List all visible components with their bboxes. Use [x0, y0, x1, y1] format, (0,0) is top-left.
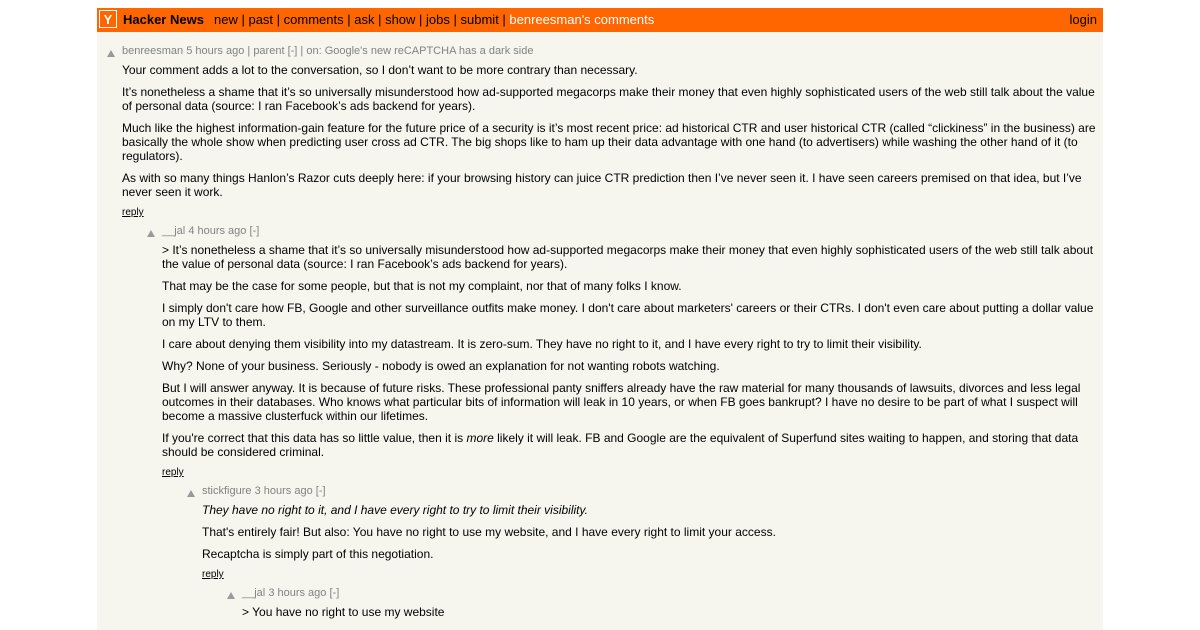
comment-1 — [107, 45, 1097, 219]
comment-age-link[interactable]: 3 hours ago — [254, 485, 313, 497]
reply-link[interactable]: reply — [122, 207, 144, 218]
nav-jobs[interactable]: jobs — [426, 12, 450, 27]
comment-paragraph: Much like the highest information-gain feature for the future price of a security is it’s most recent price: ad historical CTR and user historical CTR (called “clickiness” in the business) are basically the whole show when predicting user cross ad CTR. The big shops like to ham up their data advantage with one hand (to advertisers) while washing the other hand of it (to regulators). — [122, 121, 1096, 163]
comment-user-link[interactable]: benreesman — [122, 45, 184, 57]
on-label: on: — [306, 45, 322, 57]
comment-meta: benreesman 5 hours ago | parent [-] | on: Google's new reCAPTCHA has a dark side — [122, 45, 534, 57]
reply-link[interactable]: reply — [162, 467, 184, 478]
comment-user-link[interactable]: __jal — [242, 587, 266, 599]
comment-user-link[interactable]: stickfigure — [202, 485, 252, 497]
story-link[interactable]: Google's new reCAPTCHA has a dark side — [324, 45, 534, 57]
current-page-label: benreesman's comments — [509, 12, 655, 27]
collapse-toggle[interactable]: [-] — [315, 485, 326, 497]
comment-meta — [162, 225, 1097, 238]
comment-body — [242, 605, 1097, 619]
comment-meta — [242, 587, 1097, 600]
upvote-arrow-icon[interactable] — [227, 592, 235, 599]
comment-paragraph: I care about denying them visibility into my datastream. It is zero-sum. They have no right to it, and I have every right to try to limit their visibility. — [162, 337, 922, 351]
collapse-toggle[interactable]: [-] — [249, 225, 260, 237]
comment-paragraph: As with so many things Hanlon’s Razor cuts deeply here: if your browsing history can juice CTR prediction then I’ve never seen it. I have seen careers premised on that idea, but I’ve never seen it work. — [122, 171, 1082, 199]
comment-age-link[interactable]: 3 hours ago — [268, 587, 327, 599]
comment-body — [162, 243, 1097, 459]
nav-links: new | past | comments | ask | show | jobs | submit | benreesman's comments — [214, 12, 655, 27]
collapse-toggle[interactable]: [-] — [329, 587, 340, 599]
comment-paragraph: Why? None of your business. Seriously - nobody is owed an explanation for not wanting robots watching. — [162, 359, 720, 373]
nav-comments[interactable]: comments — [283, 12, 344, 27]
upvote-arrow-icon[interactable] — [107, 50, 115, 57]
comment-body — [122, 63, 1097, 199]
comment-paragraph: > It’s nonetheless a shame that it’s so universally misunderstood how ad-supported megacorps make their money that even highly sophisticated users of the web still talk about the value of personal data (source: I ran Facebook’s ads backend for years). — [162, 243, 1094, 271]
nav-new[interactable]: new — [214, 12, 238, 27]
nav-past[interactable]: past — [248, 12, 274, 27]
comment-paragraph: That's entirely fair! But also: You have no right to use my website, and I have every right to limit your access. — [202, 525, 776, 539]
comment-paragraph: That may be the case for some people, but that is not my complaint, nor that of many folks I know. — [162, 279, 682, 293]
y-logo-icon[interactable]: Y — [99, 10, 117, 28]
comment-paragraph: But I will answer anyway. It is because of future risks. These professional panty sniffers already have the raw material for many thousands of lawsuits, divorces and less legal outcomes in their databases. Who knows what particular bits of information will leak in 10 years, or when FB goes bankrupt? I have no desire to be part of what I suspect will become a massive clusterfuck within our lifetimes. — [162, 381, 1081, 423]
login-link[interactable]: login — [1069, 12, 1097, 27]
header-bar — [97, 8, 1103, 32]
comment-paragraph: It’s nonetheless a shame that it’s so universally misunderstood how ad-supported megacorps make their money that even highly sophisticated users of the web still talk about the value of personal data (source: I ran Facebook’s ads backend for years). — [122, 85, 1095, 113]
nav-show[interactable]: show — [385, 12, 416, 27]
comment-2 — [147, 225, 1097, 479]
parent-link[interactable]: parent — [253, 45, 285, 57]
comment-body — [202, 503, 1097, 561]
comment-age-link[interactable]: 5 hours ago — [186, 45, 245, 57]
comment-paragraph: Recaptcha is simply part of this negotiation. — [202, 547, 434, 561]
comment-paragraph: If you're correct that this data has so little value, then it is more likely it will leak. FB and Google are the equivalent of Superfund sites waiting to happen, and storing that data should be considered criminal. — [162, 431, 1079, 459]
collapse-toggle[interactable]: [-] — [287, 45, 298, 57]
comment-meta — [202, 485, 1097, 498]
page — [97, 8, 1103, 630]
comment-paragraph: > You have no right to use my website — [242, 605, 445, 619]
comment-4 — [227, 587, 1097, 619]
comment-quote: They have no right to it, and I have every right to try to limit their visibility. — [202, 503, 588, 517]
upvote-arrow-icon[interactable] — [147, 230, 155, 237]
comment-3 — [187, 485, 1097, 581]
comment-paragraph: I simply don't care how FB, Google and other surveillance outfits make money. I don't care about marketers' careers or their CTRs. I don't even care about putting a dollar value on my LTV to them. — [162, 301, 1094, 329]
nav-submit[interactable]: submit — [460, 12, 499, 27]
upvote-arrow-icon[interactable] — [187, 490, 195, 497]
reply-link[interactable]: reply — [202, 569, 224, 580]
comment-user-link[interactable]: __jal — [162, 225, 186, 237]
nav-ask[interactable]: ask — [354, 12, 375, 27]
comment-paragraph: Your comment adds a lot to the conversation, so I don’t want to be more contrary than necessary. — [122, 63, 638, 77]
site-title-link[interactable]: Hacker News — [123, 12, 204, 27]
emphasis-text: more — [466, 431, 494, 445]
comment-age-link[interactable]: 4 hours ago — [188, 225, 247, 237]
